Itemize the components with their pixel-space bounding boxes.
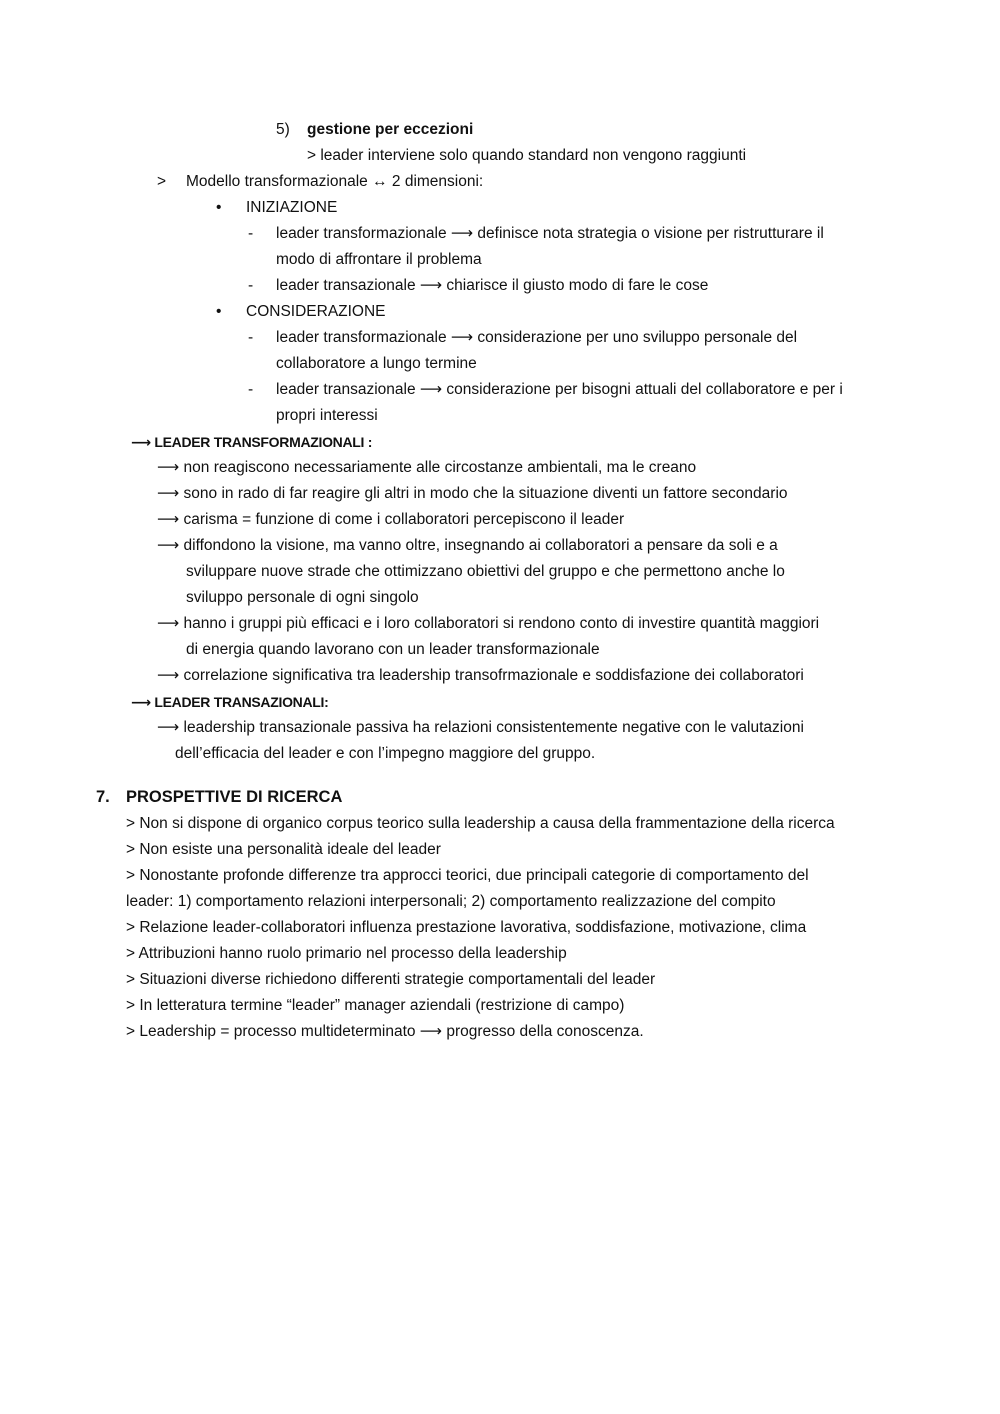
item-detail: > leader interviene solo quando standard non vengono raggiunti <box>307 147 747 164</box>
paragraph-line: > Non si dispone di organico corpus teorico sulla leadership a causa della frammentazione della ricerca <box>126 815 835 832</box>
considerazione-label: CONSIDERAZIONE <box>246 303 386 320</box>
point-line: sviluppo personale di ogni singolo <box>186 589 419 606</box>
point-line: di energia quando lavorano con un leader transformazionale <box>186 641 600 658</box>
list-item-line: leader transformazionale ⟶ considerazione per uno sviluppo personale del <box>276 329 798 346</box>
list-item-line: propri interessi <box>276 407 378 424</box>
dash: - <box>248 381 254 398</box>
point-line: dell’efficacia del leader e con l’impegno maggiore del gruppo. <box>175 745 596 762</box>
dash: - <box>248 329 254 346</box>
list-item-line: leader transformazionale ⟶ definisce nota strategia o visione per ristrutturare il <box>276 225 824 242</box>
paragraph-line: > Nonostante profonde differenze tra approcci teorici, due principali categorie di comportamento del <box>126 867 809 884</box>
point-line: sviluppare nuove strade che ottimizzano obiettivi del gruppo e che permettono anche lo <box>186 563 785 580</box>
dash: - <box>248 277 254 294</box>
section-number: 7. <box>96 788 110 806</box>
point-line: ⟶ diffondono la visione, ma vanno oltre, insegnando ai collaboratori a pensare da soli e a <box>157 537 778 554</box>
modello-text: Modello transformazionale ↔ 2 dimensioni: <box>186 173 484 190</box>
section-heading: ⟶ LEADER TRANSAZIONALI: <box>131 694 329 710</box>
paragraph-line: leader: 1) comportamento relazioni interpersonali; 2) comportamento realizzazione del compito <box>126 893 776 910</box>
paragraph-line: > Situazioni diverse richiedono differenti strategie comportamentali del leader <box>126 971 656 988</box>
paragraph-line: > Relazione leader-collaboratori influenza prestazione lavorativa, soddisfazione, motivazione, clima <box>126 919 807 936</box>
paragraph-line: > Non esiste una personalità ideale del leader <box>126 841 441 858</box>
item-title: gestione per eccezioni <box>307 121 474 138</box>
bullet: • <box>216 303 222 320</box>
list-item-line: leader transazionale ⟶ chiarisce il giusto modo di fare le cose <box>276 277 709 294</box>
paragraph-line: > In letteratura termine “leader” manager aziendali (restrizione di campo) <box>126 997 625 1014</box>
point-line: ⟶ leadership transazionale passiva ha relazioni consistentemente negative con le valutazioni <box>157 719 804 736</box>
list-item-line: collaboratore a lungo termine <box>276 355 477 372</box>
iniziazione-label: INIZIAZIONE <box>246 199 338 216</box>
section-heading: ⟶ LEADER TRANSFORMAZIONALI : <box>131 434 373 450</box>
paragraph-line: > Attribuzioni hanno ruolo primario nel processo della leadership <box>126 945 567 962</box>
list-number: 5) <box>276 121 290 138</box>
bullet: • <box>216 199 222 216</box>
point-line: ⟶ hanno i gruppi più efficaci e i loro collaboratori si rendono conto di investire quantità maggiori <box>157 615 820 632</box>
section-title: PROSPETTIVE DI RICERCA <box>126 788 343 806</box>
point-line: ⟶ carisma = funzione di come i collaboratori percepiscono il leader <box>157 511 625 528</box>
list-item-line: modo di affrontare il problema <box>276 251 482 268</box>
dash: - <box>248 225 254 242</box>
list-item-line: leader transazionale ⟶ considerazione per bisogni attuali del collaboratore e per i <box>276 381 843 398</box>
point-line: ⟶ non reagiscono necessariamente alle circostanze ambientali, ma le creano <box>157 459 697 476</box>
list-marker: > <box>157 173 167 190</box>
point-line: ⟶ sono in rado di far reagire gli altri in modo che la situazione diventi un fattore secondario <box>157 485 788 502</box>
point-line: ⟶ correlazione significativa tra leadership transofrmazionale e soddisfazione dei collaboratori <box>157 667 804 684</box>
paragraph-line: > Leadership = processo multideterminato ⟶ progresso della conoscenza. <box>126 1023 644 1040</box>
